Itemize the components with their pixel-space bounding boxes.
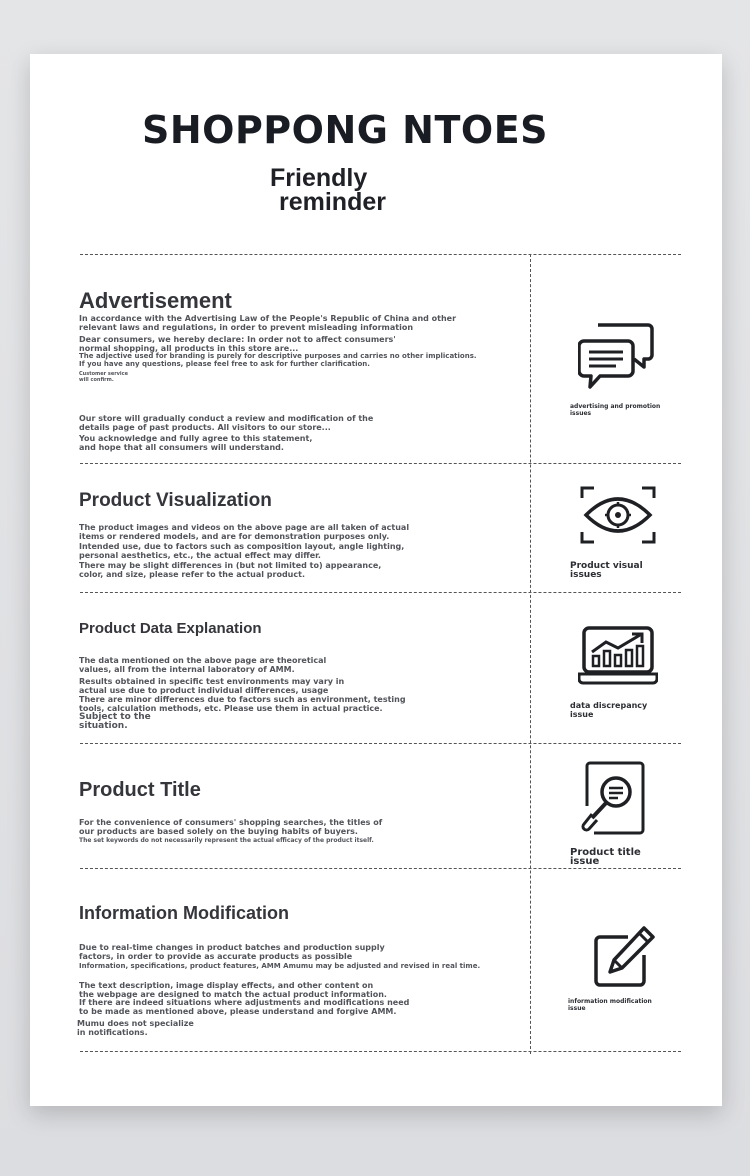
paragraph: The text description, image display effects, and other content on the webpage are designed to match the actual product information. [79, 981, 387, 999]
paragraph: Customer service will confirm. [79, 371, 128, 383]
divider-3 [80, 743, 681, 744]
section-title: Information Modification [79, 903, 289, 919]
divider-2 [80, 592, 681, 593]
paragraph: The data mentioned on the above page are theoretical values, all from the internal laboratory of AMM. [79, 656, 327, 674]
document-search-icon [580, 760, 650, 838]
column-divider [530, 254, 531, 1054]
icon-label: data discrepancy issue [570, 701, 648, 719]
subtitle-line-2: reminder [279, 188, 386, 216]
paragraph: In accordance with the Advertising Law of the People's Republic of China and other relevant laws and regulations, in order to prevent misleading information [79, 314, 457, 332]
eye-focus-icon [580, 486, 656, 544]
paragraph: Subject to the situation. [79, 712, 151, 731]
paragraph: If there are indeed situations where adjustments and modifications need to be made as mentioned above, please understand and forgive AMM. [79, 998, 410, 1016]
paragraph: Mumu does not specialize in notifications. [77, 1019, 194, 1037]
paragraph: The product images and videos on the above page are all taken of actual items or rendered models, and are for demonstration purposes only. [79, 523, 410, 541]
section-title: Advertisement [79, 288, 232, 310]
paragraph: Our store will gradually conduct a review and modification of the details page of past products. All visitors to our store... [79, 414, 374, 432]
paragraph: Dear consumers, we hereby declare: In order not to affect consumers' normal shopping, all products in this store are... [79, 335, 396, 353]
page-subtitle [270, 166, 386, 214]
laptop-chart-icon [578, 626, 658, 686]
icon-label: advertising and promotion issues [570, 403, 661, 417]
paragraph: There are minor differences due to factors such as environment, testing tools, calculation methods, etc. Please use them in actual practice. [79, 695, 406, 713]
page-title: SHOPPONG NTOES [141, 108, 549, 152]
paragraph: Results obtained in specific test environments may vary in actual use due to product individual differences, usage [79, 677, 345, 695]
paragraph: Intended use, due to factors such as composition layout, angle lighting, personal aesthetics, etc., the actual effect may differ. [79, 542, 405, 560]
section-title: Product Title [79, 779, 201, 797]
divider-1 [80, 463, 681, 464]
paragraph: For the convenience of consumers' shopping searches, the titles of our products are based solely on the buying habits of buyers. [79, 818, 383, 836]
chat-bubbles-icon [578, 321, 654, 391]
divider-top [80, 254, 681, 255]
icon-label: information modification issue [568, 998, 652, 1012]
paragraph: Due to real-time changes in product batches and production supply factors, in order to provide as accurate products as possible [79, 943, 385, 961]
icon-label: Product visual issues [570, 561, 643, 580]
paragraph: The set keywords do not necessarily represent the actual efficacy of the product itself. [79, 837, 374, 844]
divider-bottom [80, 1051, 681, 1052]
paragraph: Information, specifications, product features, AMM Amumu may be adjusted and revised in real time. [79, 962, 481, 970]
section-title: Product Data Explanation [79, 620, 262, 637]
subtitle-line-1: Friendly [270, 164, 368, 192]
paragraph: There may be slight differences in (but not limited to) appearance, color, and size, please refer to the actual product. [79, 561, 382, 579]
paragraph: The adjective used for branding is purely for descriptive purposes and carries no other implications. If you have any questions, please feel free to ask for further clarification. [79, 352, 477, 368]
divider-4 [80, 868, 681, 869]
paragraph: You acknowledge and fully agree to this statement, and hope that all consumers will understand. [79, 434, 313, 452]
section-title: Product Visualization [79, 490, 272, 511]
icon-label: Product title issue [570, 847, 641, 867]
edit-pencil-icon [592, 925, 656, 989]
